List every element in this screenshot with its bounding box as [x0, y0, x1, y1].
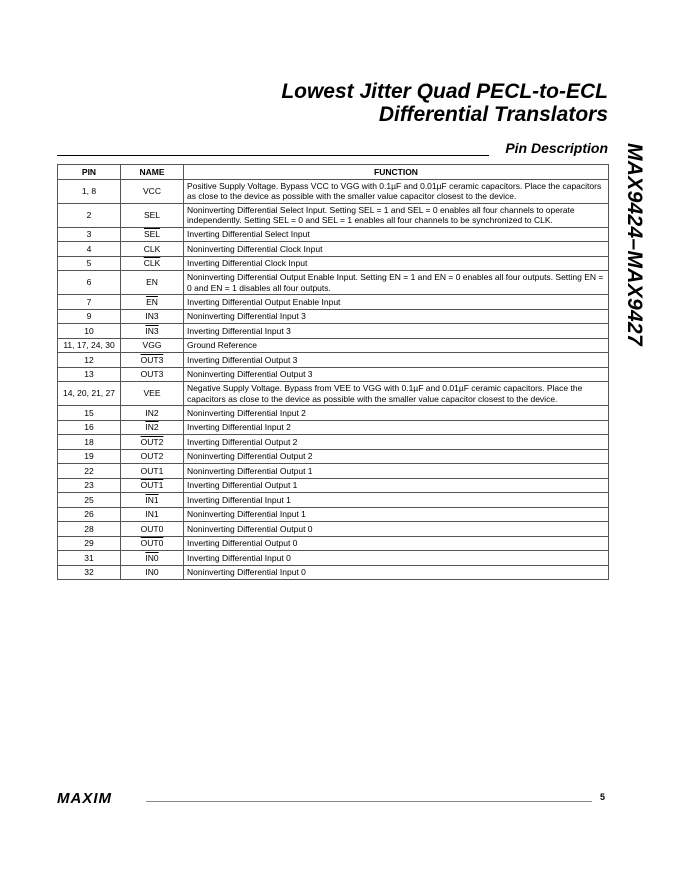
function-cell: Inverting Differential Input 1 — [184, 493, 609, 508]
column-header-pin: PIN — [58, 165, 121, 180]
function-cell: Inverting Differential Input 2 — [184, 420, 609, 435]
section-title: Pin Description — [505, 140, 608, 156]
side-part-number-text: MAX9424–MAX9427 — [623, 143, 646, 346]
pin-cell: 3 — [58, 227, 121, 242]
function-cell: Inverting Differential Input 0 — [184, 551, 609, 566]
pin-cell: 2 — [58, 203, 121, 227]
pin-cell: 28 — [58, 522, 121, 537]
name-cell: IN1 — [121, 507, 184, 522]
table-row — [58, 203, 609, 227]
pin-cell: 11, 17, 24, 30 — [58, 338, 121, 353]
document-title — [281, 80, 608, 126]
table-row — [58, 435, 609, 450]
pin-cell: 23 — [58, 478, 121, 493]
pin-cell: 22 — [58, 464, 121, 479]
table-row — [58, 367, 609, 382]
function-cell: Noninverting Differential Input 3 — [184, 309, 609, 324]
name-cell: IN2 — [121, 420, 184, 435]
function-cell: Noninverting Differential Clock Input — [184, 242, 609, 257]
function-cell: Inverting Differential Output 2 — [184, 435, 609, 450]
table-header-row — [58, 165, 609, 180]
table-row — [58, 478, 609, 493]
name-cell: IN0 — [121, 551, 184, 566]
page-number: 5 — [600, 792, 606, 802]
pin-cell: 19 — [58, 449, 121, 464]
function-cell: Inverting Differential Output 0 — [184, 536, 609, 551]
pin-cell: 14, 20, 21, 27 — [58, 382, 121, 406]
table-row — [58, 493, 609, 508]
function-cell: Noninverting Differential Input 1 — [184, 507, 609, 522]
pin-cell: 16 — [58, 420, 121, 435]
name-cell: $\overline{EN}$ — [121, 295, 184, 310]
function-cell: Positive Supply Voltage. Bypass VCC to VGG with 0.1µF and 0.01µF ceramic capacitors. Place the capacitors as close to the device as possible with the smaller value capacitor closest to the device. — [184, 179, 609, 203]
function-cell: Inverting Differential Clock Input — [184, 256, 609, 271]
function-cell: Inverting Differential Output Enable Input — [184, 295, 609, 310]
side-part-number — [618, 143, 648, 383]
table-row — [58, 406, 609, 421]
name-cell: VGG — [121, 338, 184, 353]
pin-cell: 29 — [58, 536, 121, 551]
section-rule — [57, 155, 489, 156]
pin-cell: 6 — [58, 271, 121, 295]
table-row — [58, 507, 609, 522]
name-cell: OUT3 — [121, 367, 184, 382]
pin-description-table — [57, 164, 609, 580]
function-cell: Noninverting Differential Output 3 — [184, 367, 609, 382]
function-cell: Noninverting Differential Output 2 — [184, 449, 609, 464]
table-row — [58, 551, 609, 566]
maxim-logo-icon — [57, 790, 137, 806]
function-cell: Inverting Differential Output 3 — [184, 353, 609, 368]
name-cell: $\overline{SEL}$ — [121, 227, 184, 242]
table-row — [58, 227, 609, 242]
function-cell: Noninverting Differential Output Enable Input. Setting EN = 1 and EN = 0 enables all four outputs. Setting EN = 0 and EN = 1 disables all four outputs. — [184, 271, 609, 295]
table-row — [58, 420, 609, 435]
name-cell: OUT0 — [121, 522, 184, 537]
table-row — [58, 324, 609, 339]
table-row — [58, 309, 609, 324]
name-cell: VEE — [121, 382, 184, 406]
pin-cell: 26 — [58, 507, 121, 522]
function-cell: Noninverting Differential Select Input. Setting SEL = 1 and SEL = 0 enables all four channels to operate independently. Setting SEL = 0 and SEL = 1 enables all four channels to be synchronized to CLK. — [184, 203, 609, 227]
name-cell: IN1 — [121, 493, 184, 508]
table-row — [58, 449, 609, 464]
column-header-name: NAME — [121, 165, 184, 180]
name-cell: OUT0 — [121, 536, 184, 551]
name-cell: EN — [121, 271, 184, 295]
table-row — [58, 295, 609, 310]
name-cell: $\overline{CLK}$ — [121, 256, 184, 271]
name-cell: OUT1 — [121, 478, 184, 493]
table-row — [58, 382, 609, 406]
table-row — [58, 256, 609, 271]
name-cell: IN3 — [121, 309, 184, 324]
name-cell: IN0 — [121, 565, 184, 580]
pin-cell: 5 — [58, 256, 121, 271]
table-row — [58, 242, 609, 257]
table-row — [58, 179, 609, 203]
title-line-2: Differential Translators — [378, 103, 608, 126]
pin-cell: 1, 8 — [58, 179, 121, 203]
pin-cell: 18 — [58, 435, 121, 450]
pin-cell: 25 — [58, 493, 121, 508]
pin-cell: 7 — [58, 295, 121, 310]
title-line-1: Lowest Jitter Quad PECL-to-ECL — [281, 80, 608, 103]
pin-cell: 32 — [58, 565, 121, 580]
table-row — [58, 565, 609, 580]
pin-cell: 10 — [58, 324, 121, 339]
function-cell: Ground Reference — [184, 338, 609, 353]
footer-rule — [146, 801, 592, 802]
name-cell: OUT2 — [121, 449, 184, 464]
column-header-function: FUNCTION — [184, 165, 609, 180]
table-row — [58, 464, 609, 479]
maxim-logo-text: MAXIM — [57, 790, 112, 806]
pin-cell: 4 — [58, 242, 121, 257]
function-cell: Negative Supply Voltage. Bypass from VEE to VGG with 0.1µF and 0.01µF ceramic capacitors. Place the capacitors as close to the device as possible with the smaller value capacitor closest to the device. — [184, 382, 609, 406]
pin-cell: 12 — [58, 353, 121, 368]
name-cell: SEL — [121, 203, 184, 227]
pin-cell: 9 — [58, 309, 121, 324]
maxim-logo — [57, 790, 137, 806]
function-cell: Noninverting Differential Output 1 — [184, 464, 609, 479]
function-cell: Noninverting Differential Input 0 — [184, 565, 609, 580]
function-cell: Inverting Differential Select Input — [184, 227, 609, 242]
name-cell: OUT3 — [121, 353, 184, 368]
pin-cell: 13 — [58, 367, 121, 382]
name-cell: IN3 — [121, 324, 184, 339]
function-cell: Noninverting Differential Input 2 — [184, 406, 609, 421]
table-row — [58, 338, 609, 353]
name-cell: OUT2 — [121, 435, 184, 450]
name-cell: IN2 — [121, 406, 184, 421]
name-cell: VCC — [121, 179, 184, 203]
name-cell: OUT1 — [121, 464, 184, 479]
table-row — [58, 271, 609, 295]
function-cell: Inverting Differential Input 3 — [184, 324, 609, 339]
function-cell: Noninverting Differential Output 0 — [184, 522, 609, 537]
pin-cell: 31 — [58, 551, 121, 566]
function-cell: Inverting Differential Output 1 — [184, 478, 609, 493]
table-row — [58, 522, 609, 537]
pin-cell: 15 — [58, 406, 121, 421]
table-row — [58, 353, 609, 368]
table-row — [58, 536, 609, 551]
name-cell: CLK — [121, 242, 184, 257]
